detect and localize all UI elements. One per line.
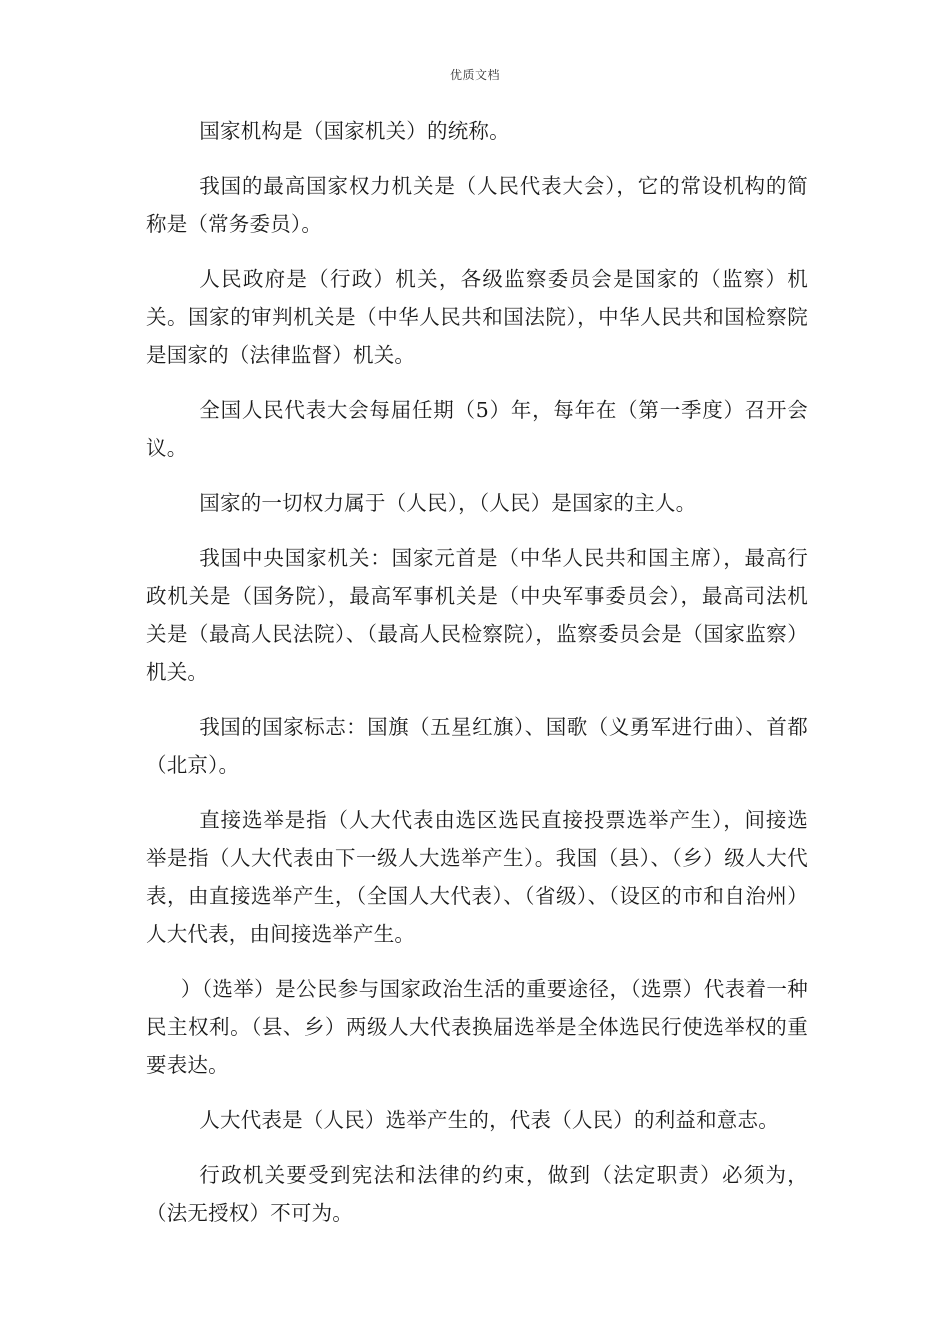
paragraph: 全国人民代表大会每届任期（5）年，每年在（第一季度）召开会议。 [146, 398, 808, 460]
paragraph: 人民政府是（行政）机关，各级监察委员会是国家的（监察）机关。国家的审判机关是（中华人民共和国法院），中华人民共和国检察院是国家的（法律监督）机关。 [146, 267, 808, 367]
document-body [146, 112, 808, 1249]
paragraph: ）（选举）是公民参与国家政治生活的重要途径，（选票）代表着一种民主权利。（县、乡）两级人大代表换届选举是全体选民行使选举权的重要表达。 [146, 977, 808, 1077]
paragraph: 直接选举是指（人大代表由选区选民直接投票选举产生），间接选举是指（人大代表由下一级人大选举产生）。我国（县）、（乡）级人大代表，由直接选举产生，（全国人大代表）、（省级）、（设区的市和自治州）人大代表，由间接选举产生。 [146, 808, 808, 946]
paragraph: 国家的一切权力属于（人民），（人民）是国家的主人。 [199, 491, 697, 515]
paragraph: 行政机关要受到宪法和法律的约束，做到（法定职责）必须为，（法无授权）不可为。 [146, 1163, 808, 1225]
paragraph: 我国的国家标志：国旗（五星红旗）、国歌（义勇军进行曲）、首都（北京）。 [146, 715, 808, 777]
paragraph: 国家机构是（国家机关）的统称。 [199, 119, 510, 143]
paragraph: 我国的最高国家权力机关是（人民代表大会），它的常设机构的简称是（常务委员）。 [146, 174, 808, 236]
page-header: 优质文档 [449, 68, 500, 82]
paragraph: 我国中央国家机关：国家元首是（中华人民共和国主席），最高行政机关是（国务院），最高军事机关是（中央军事委员会），最高司法机关是（最高人民法院）、（最高人民检察院），监察委员会是（国家监察）机关。 [146, 546, 808, 684]
paragraph: 人大代表是（人民）选举产生的，代表（人民）的利益和意志。 [199, 1108, 779, 1132]
